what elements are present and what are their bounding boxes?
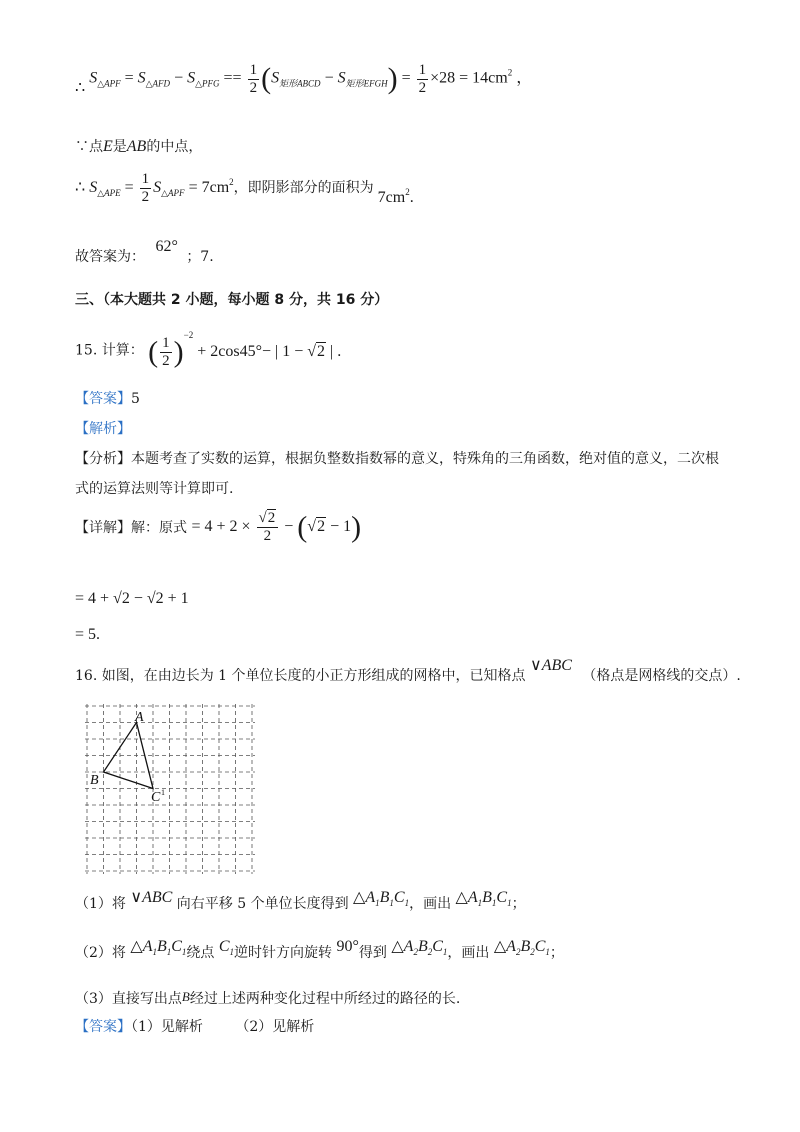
text-midpoint: ∵点E是AB的中点， (75, 138, 203, 155)
label-a: A (135, 710, 144, 725)
therefore-symbol: ∴ (75, 79, 86, 97)
q15-step-2: = 4 + √2 − √2 + 1 (75, 590, 189, 607)
question-15: 15. 计算： ( $\frac{1}{2}$ )$^{-2}$ + 2cos45°− | 1 − √2 | . (75, 330, 342, 369)
answer-line: 故答案为： 62° ；7. (75, 238, 214, 265)
q15-detail: 【详解】解：原式 = 4 + 2 × $\frac{√2}{2}$ − (√2 − 1) (75, 509, 362, 544)
q15-analysis-2: 式的运算法则等计算即可. (75, 481, 234, 497)
q15-step-3: = 5. (75, 626, 101, 643)
label-b: B (90, 773, 99, 788)
question-16: 16. 如图，在由边长为 1 个单位长度的小正方形组成的网格中，已知格点 ∨ABC （格点是网格线的交点）. (75, 657, 741, 684)
label-c: C (151, 790, 161, 805)
q15-analysis-1: 【分析】本题考查了实数的运算，根据负整数指数幂的意义，特殊角的三角函数，绝对值的意义，二次根 (75, 451, 719, 467)
q15-expression: ( $\frac{1}{2}$ )$^{-2}$ + 2cos45°− | 1 − √2 | . (148, 330, 342, 369)
grid-figure (85, 704, 255, 874)
q15-analysis-tag: 【解析】 (75, 421, 131, 437)
formula-area-apf: ∴ $S_{\triangle APF} = S_{\triangle AFD} - S_{\triangle PFG}$ == $\frac{1}{2}$ $(S_{矩形ABCD} - S_{矩形EFGH})$ = $\frac{1}{2}$ $\times 28 = 14cm^2$ ， (75, 61, 533, 97)
grid-svg (85, 704, 255, 874)
section-title: 三、（本大题共 2 小题，每小题 8 分，共 16 分） (75, 292, 389, 308)
q16-part-3: （3）直接写出点B经过上述两种变化过程中所经过的路径的长. (75, 989, 461, 1007)
svg-text:1: 1 (161, 788, 165, 797)
q16-part-2: （2）将 $\triangle A_1B_1C_1$绕点 $C_1$逆时针方向旋转 90°得到 $\triangle A_2B_2C_1$，画出 $\triangle A_2B_2C_1$； (75, 938, 564, 961)
q15-answer: 【答案】5 (75, 391, 140, 407)
q16-part-1: （1）将 ∨ABC 向右平移 5 个单位长度得到 $\triangle A_1B_1C_1$，画出 $\triangle A_1B_1C_1$； (75, 889, 526, 912)
q16-answer: 【答案】（1）见解析 （2）见解析 (75, 1019, 315, 1035)
formula-area-ape: ∴ $S_{\triangle APE}$ = $\frac{1}{2}$ $S_{\triangle APF} = 7cm^2$，即阴影部分的面积为 $7cm^2$. (75, 171, 414, 207)
